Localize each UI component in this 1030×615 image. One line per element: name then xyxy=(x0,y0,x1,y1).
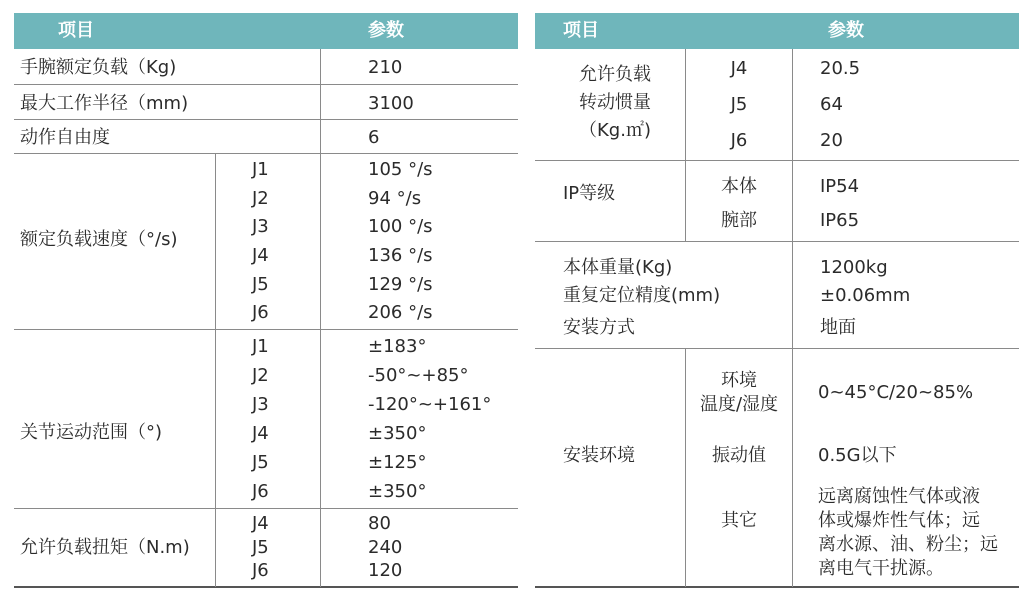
left-header-item: 项目 xyxy=(58,20,94,41)
right-row-divider xyxy=(535,348,1019,349)
left-col-divider xyxy=(320,49,321,587)
torque-axis: J5 xyxy=(252,537,269,558)
reach-label: 最大工作半径（mm) xyxy=(20,93,189,114)
env-label: 安装环境 xyxy=(563,445,635,466)
range-axis: J1 xyxy=(252,336,269,357)
right-col-divider xyxy=(792,49,793,242)
left-header-param: 参数 xyxy=(368,20,404,41)
left-col-divider xyxy=(215,153,216,587)
range-value: ±125° xyxy=(368,452,427,473)
weight-label: 本体重量(Kg) xyxy=(563,257,673,278)
right-col-divider xyxy=(792,241,793,349)
mounting-label: 安装方式 xyxy=(563,317,635,338)
left-row-divider xyxy=(14,119,518,120)
left-row-divider xyxy=(14,84,518,85)
torque-value: 240 xyxy=(368,537,403,558)
env-vibration-value: 0.5G以下 xyxy=(818,445,897,466)
right-table-header xyxy=(535,13,1019,49)
speed-axis: J5 xyxy=(252,274,269,295)
inertia-axis: J4 xyxy=(730,58,748,79)
left-row-divider xyxy=(14,329,518,330)
env-other-line: 离电气干扰源。 xyxy=(818,558,944,579)
speed-value: 105 °/s xyxy=(368,159,433,180)
speed-axis: J2 xyxy=(252,188,269,209)
range-axis: J6 xyxy=(252,481,269,502)
right-header-param: 参数 xyxy=(828,20,864,41)
speed-value: 206 °/s xyxy=(368,302,433,323)
dof-value: 6 xyxy=(368,127,380,148)
env-other-label: 其它 xyxy=(721,510,757,531)
inertia-value: 20 xyxy=(820,130,843,151)
payload-label: 手腕额定负载（Kg) xyxy=(20,57,177,78)
env-other-line: 远离腐蚀性气体或液 xyxy=(818,486,980,507)
env-temp-value: 0~45°C/20~85% xyxy=(818,382,974,403)
payload-value: 210 xyxy=(368,57,403,78)
torque-value: 80 xyxy=(368,513,391,534)
range-value: ±183° xyxy=(368,336,427,357)
repeatability-value: ±0.06mm xyxy=(820,285,911,306)
speed-value: 129 °/s xyxy=(368,274,433,295)
ip-value: IP54 xyxy=(820,176,860,197)
env-vibration-label: 振动值 xyxy=(712,445,766,466)
inertia-label-line: （Kg.㎡) xyxy=(579,120,651,141)
range-value: ±350° xyxy=(368,481,427,502)
mounting-value: 地面 xyxy=(820,317,856,338)
range-axis: J2 xyxy=(252,365,269,386)
right-row-divider xyxy=(535,241,1019,242)
weight-value: 1200kg xyxy=(820,257,888,278)
range-label: 关节运动范围（°) xyxy=(20,422,163,443)
inertia-axis: J5 xyxy=(730,94,748,115)
right-header-item: 项目 xyxy=(563,20,599,41)
range-axis: J3 xyxy=(252,394,269,415)
left-row-divider xyxy=(14,508,518,509)
speed-axis: J6 xyxy=(252,302,269,323)
inertia-value: 20.5 xyxy=(820,58,861,79)
repeatability-label: 重复定位精度(mm) xyxy=(563,285,721,306)
inertia-label-line: 转动惯量 xyxy=(579,92,651,113)
ip-part: 本体 xyxy=(721,176,757,197)
dof-label: 动作自由度 xyxy=(20,127,110,148)
reach-value: 3100 xyxy=(368,93,414,114)
inertia-axis: J6 xyxy=(730,130,748,151)
inertia-value: 64 xyxy=(820,94,843,115)
range-value: -50°~+85° xyxy=(368,365,469,386)
ip-label: IP等级 xyxy=(563,183,616,204)
right-col-divider xyxy=(792,348,793,587)
env-other-line: 离水源、油、粉尘；远 xyxy=(818,534,998,555)
ip-value: IP65 xyxy=(820,210,860,231)
ip-part: 腕部 xyxy=(721,210,757,231)
torque-value: 120 xyxy=(368,560,403,581)
right-bottom-rule xyxy=(535,586,1019,588)
speed-axis: J3 xyxy=(252,216,269,237)
torque-label: 允许负载扭矩（N.m) xyxy=(20,537,190,558)
torque-axis: J6 xyxy=(252,560,269,581)
env-temp-label-line: 温度/湿度 xyxy=(699,394,779,415)
range-axis: J4 xyxy=(252,423,269,444)
range-axis: J5 xyxy=(252,452,269,473)
speed-value: 94 °/s xyxy=(368,188,422,209)
speed-value: 136 °/s xyxy=(368,245,433,266)
range-value: ±350° xyxy=(368,423,427,444)
env-temp-label-line: 环境 xyxy=(721,370,757,391)
speed-value: 100 °/s xyxy=(368,216,433,237)
torque-axis: J4 xyxy=(252,513,269,534)
range-value: -120°~+161° xyxy=(368,394,492,415)
env-other-line: 体或爆炸性气体；远 xyxy=(818,510,980,531)
right-row-divider xyxy=(535,160,1019,161)
left-bottom-rule xyxy=(14,586,518,588)
speed-axis: J4 xyxy=(252,245,269,266)
speed-axis: J1 xyxy=(252,159,269,180)
left-row-divider xyxy=(14,153,518,154)
inertia-label-line: 允许负载 xyxy=(579,64,651,85)
speed-label: 额定负载速度（°/s) xyxy=(20,229,178,250)
